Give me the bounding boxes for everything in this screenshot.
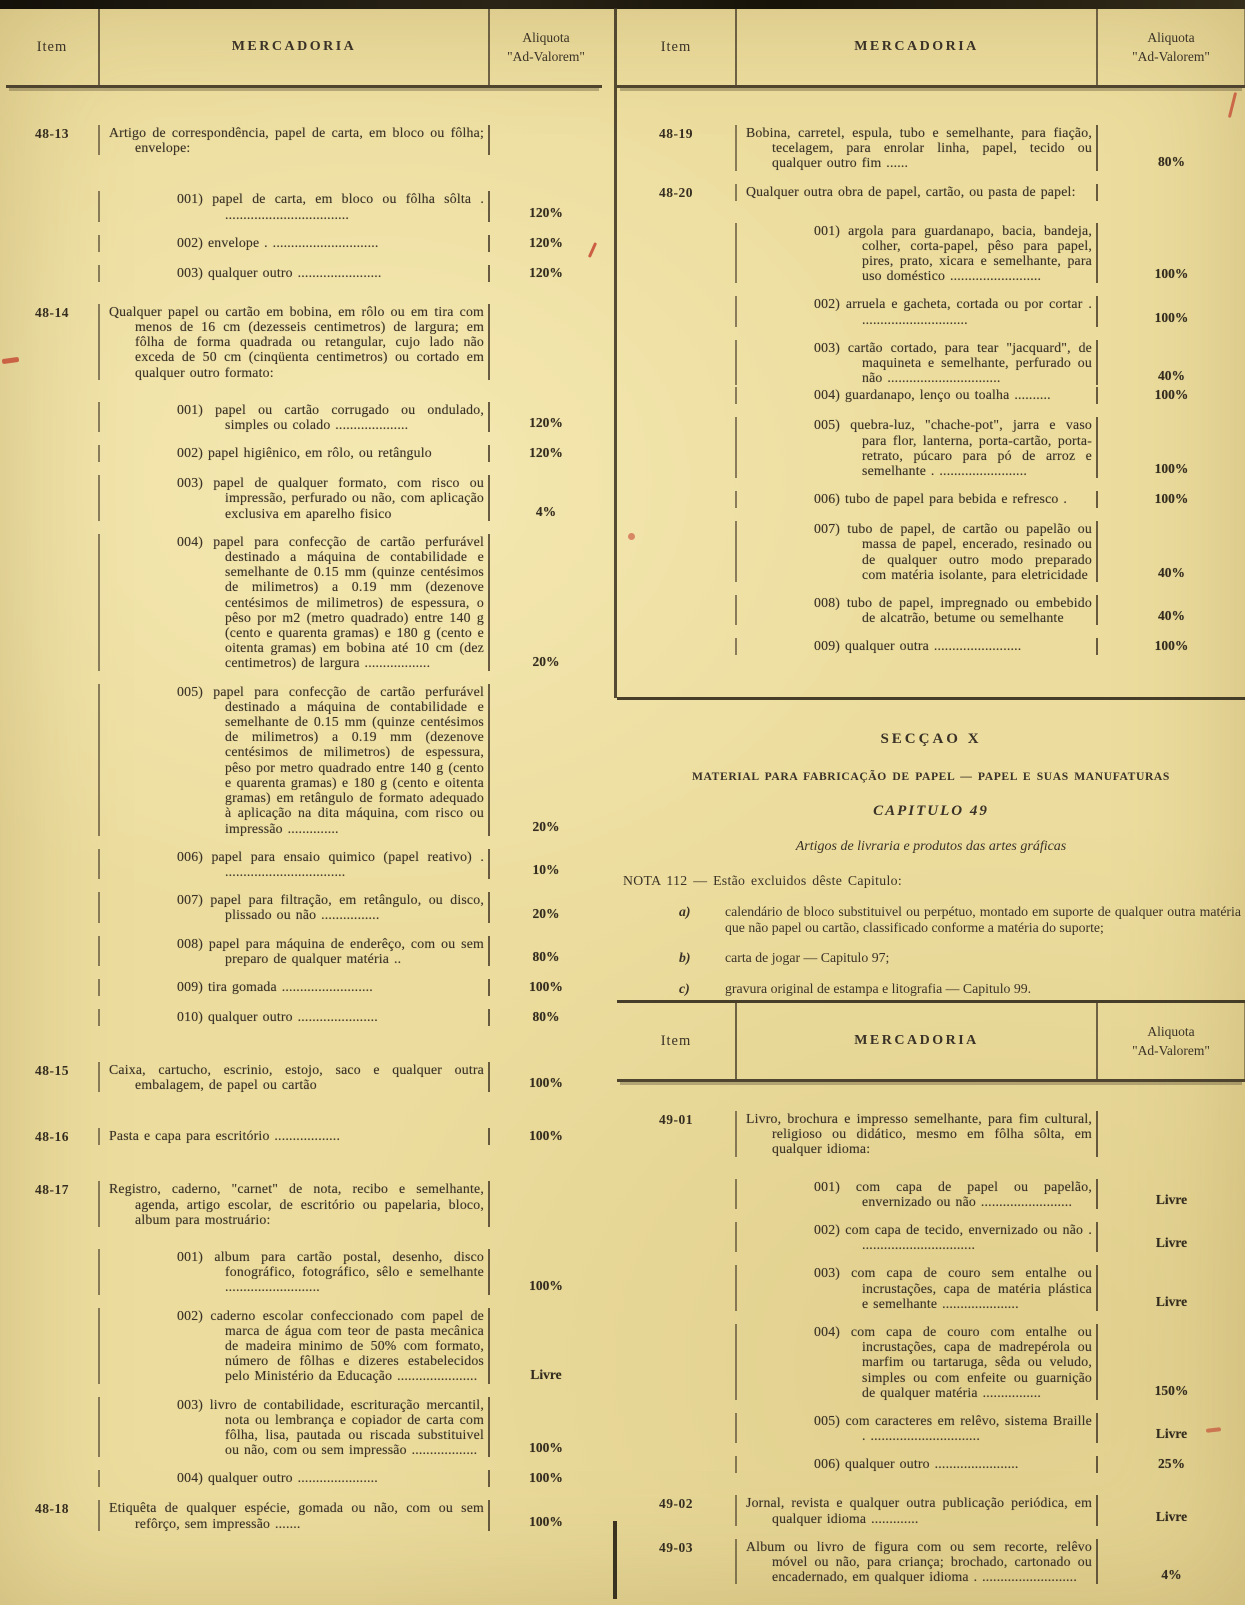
nota-text: NOTA 112 — Estão excluidos dêste Capitulo: (623, 873, 902, 888)
merchandise-text: Etiquêta de qualquer espécie, gomada ou não, com ou sem refôrço, sem impressão ....... (109, 1500, 484, 1531)
merchandise-cell (735, 1111, 1098, 1157)
rate-value: 100% (1154, 461, 1189, 477)
item-code (6, 445, 98, 462)
item-code (6, 849, 98, 879)
nota-item-text: carta de jogar — Capitulo 97; (725, 950, 890, 966)
merchandise-cell (98, 979, 490, 996)
rate-value: 100% (529, 1513, 563, 1529)
merchandise-text: 005) quebra-luz, "chache-pot", jarra e vaso para flor, lanterna, porta-cartão, porta-retrato, púcaro para pó de arroz e semelhante . ........................ (814, 417, 1092, 479)
table-row (617, 1539, 1245, 1585)
merchandise-text: 004) guardanapo, lenço ou toalha .......... (814, 387, 1051, 403)
item-code (617, 595, 735, 625)
left-table-header (6, 9, 602, 88)
table-row (6, 125, 602, 155)
table-row (617, 595, 1245, 625)
column-header-item: Item (660, 38, 692, 55)
merchandise-cell (735, 223, 1098, 284)
column-header-mercadoria: MERCADORIA (735, 9, 1098, 85)
merchandise-cell (735, 1179, 1098, 1209)
merchandise-cell (735, 1495, 1098, 1525)
merchandise-text: 009) tira gomada ......................... (177, 978, 373, 994)
section-title: SECÇAO X (880, 731, 982, 747)
table-row (6, 936, 602, 966)
column-header-item: Item (36, 38, 68, 55)
merchandise-cell (98, 1181, 490, 1227)
merchandise-text: 002) caderno escolar confeccionado com papel de marca de água com teor de pasta mecânica de madeira minimo de 50% com formato, número de fôlhas e dizeres estabelecidos pelo Ministério da Educação ...................... (177, 1307, 484, 1384)
item-code (617, 1179, 735, 1209)
item-code (617, 1222, 735, 1252)
rate-value: 100% (1154, 309, 1189, 325)
item-code (617, 1324, 735, 1400)
table-row (6, 979, 602, 996)
rate-value: 100% (529, 1075, 563, 1091)
merchandise-text: Registro, caderno, "carnet" de nota, recibo e semelhante, agenda, artigo escolar, de escritório ou papelaria, bloco, album para mostruário: (109, 1181, 484, 1227)
item-code (6, 402, 98, 432)
column-header-aliquota (1098, 9, 1245, 85)
table-row (617, 1179, 1245, 1209)
rate-value: 100% (529, 1277, 563, 1293)
merchandise-text: 001) papel ou cartão corrugado ou ondulado, simples ou colado .................... (177, 401, 484, 433)
merchandise-text: 005) com caracteres em relêvo, sistema Braille . .............................. (814, 1413, 1092, 1444)
aliquota-label: Aliquota (1147, 1024, 1195, 1039)
merchandise-cell (98, 191, 490, 221)
rate-value: Livre (1155, 1192, 1188, 1208)
rate-value (1098, 184, 1245, 201)
item-code: 48-13 (35, 126, 69, 141)
merchandise-text: Album ou livro de figura com ou sem recorte, relêvo móvel ou não, para criança; brochado, cartonado ou encadernado, em qualquer idioma . .......................... (746, 1538, 1092, 1585)
merchandise-text: 010) qualquer outro ...................... (177, 1008, 378, 1024)
table-row (6, 849, 602, 879)
merchandise-cell (98, 475, 490, 521)
rate-value (490, 125, 602, 155)
section-block (617, 713, 1245, 996)
item-code (617, 1413, 735, 1443)
table-row (6, 684, 602, 836)
nota-item-label: b) (679, 950, 691, 966)
merchandise-cell (735, 1324, 1098, 1400)
table-row (6, 235, 602, 252)
merchandise-text: 001) papel de carta, em bloco ou fôlha sôlta . .................................. (177, 191, 484, 222)
rate-value: Livre (1155, 1294, 1188, 1310)
merchandise-cell (98, 265, 490, 282)
column-divider-line-bottom (613, 1521, 617, 1599)
merchandise-text: 003) livro de contabilidade, escrituração mercantil, nota ou lembrança e copiador de carta com fôlha, lisa, pautada ou riscada substituivel ou não, com ou sem impressão .................. (177, 1396, 484, 1458)
item-code (6, 191, 98, 221)
merchandise-text: Bobina, carretel, espula, tubo e semelhante, para fiação, tecelagem, para enrolar linha, papel, tecido ou qualquer outro fim ...... (746, 125, 1092, 171)
item-code (617, 1265, 735, 1311)
merchandise-cell (98, 684, 490, 836)
item-code: 48-20 (659, 184, 693, 200)
merchandise-cell (98, 1397, 490, 1458)
merchandise-text: Livro, brochura e impresso semelhante, para fim cultural, religioso ou didático, mesmo em fôlha sôlta, em qualquer idioma: (746, 1111, 1092, 1157)
rate-value: 120% (529, 204, 563, 220)
left-table-body (6, 88, 602, 1531)
merchandise-text: 006) qualquer outro ....................... (814, 1456, 1019, 1472)
merchandise-text: 009) qualquer outra ........................ (814, 638, 1022, 654)
rate-value: 120% (529, 445, 563, 461)
merchandise-text: 001) com capa de papel ou papelão, envernizado ou não ......................... (814, 1178, 1092, 1209)
right-table-top-body (617, 88, 1245, 655)
merchandise-cell (98, 125, 490, 155)
red-pen-mark (628, 533, 635, 540)
aliquota-label: Aliquota (522, 30, 570, 45)
rate-value (1098, 1111, 1245, 1157)
rate-value: 100% (1154, 491, 1189, 507)
right-table-top-header (617, 9, 1245, 88)
rate-value: 80% (532, 1008, 560, 1024)
item-code (617, 296, 735, 326)
item-code (617, 417, 735, 478)
table-row (617, 1222, 1245, 1252)
merchandise-cell (735, 417, 1098, 478)
merchandise-cell (98, 445, 490, 462)
nota-item-text: gravura original de estampa e litografia — Capitulo 99. (725, 980, 1032, 996)
merchandise-text: Caixa, cartucho, escrinio, estojo, saco e qualquer outra embalagem, de papel ou cartão (109, 1061, 484, 1093)
item-code: 48-17 (35, 1182, 69, 1198)
merchandise-text: 002) papel higiênico, em rôlo, ou retângulo (177, 445, 432, 461)
rate-value: 100% (1154, 266, 1189, 282)
column-header-item: Item (660, 1032, 692, 1049)
merchandise-text: 004) com capa de couro com entalhe ou incrustações, capa de madrepérola ou marfim ou tartaruga, sêda ou veludo, simples ou com enfeite ou guarnição de qualquer matéria ................ (814, 1324, 1092, 1400)
item-code (6, 892, 98, 922)
column-header-mercadoria: MERCADORIA (98, 9, 490, 85)
table-row (617, 1495, 1245, 1525)
merchandise-cell (735, 638, 1098, 655)
table-row (6, 1397, 602, 1458)
item-code (6, 684, 98, 836)
table-row (617, 491, 1245, 508)
nota-item-b (617, 950, 1245, 966)
merchandise-text: 007) papel para filtração, em retângulo, ou disco, plissado ou não ................ (177, 892, 484, 923)
left-column (6, 9, 602, 1599)
rate-value: Livre (1155, 1508, 1188, 1524)
merchandise-cell (98, 1249, 490, 1295)
right-table-bottom (617, 1000, 1245, 1584)
nota-item-a (617, 904, 1245, 935)
merchandise-cell (735, 1222, 1098, 1252)
item-code: 48-18 (35, 1501, 69, 1517)
item-code (617, 1456, 735, 1473)
table-row (617, 1324, 1245, 1400)
table-row (6, 892, 602, 922)
rate-value: 100% (1154, 387, 1189, 403)
column-header-aliquota (490, 9, 602, 85)
rate-value: 150% (1154, 1383, 1189, 1399)
merchandise-text: 008) papel para máquina de enderêço, com ou sem preparo de qualquer matéria .. (177, 935, 484, 966)
right-table-top (617, 9, 1245, 655)
merchandise-text: Jornal, revista e qualquer outra publicação periódica, em qualquer idioma ............. (746, 1495, 1092, 1526)
rate-value: 120% (529, 264, 563, 280)
item-code (6, 265, 98, 282)
merchandise-text: 001) argola para guardanapo, bacia, bandeja, colher, corta-papel, pêso para papel, pires, prato, xicara e semelhante, para uso doméstico ......................... (814, 222, 1092, 284)
merchandise-cell (735, 340, 1098, 386)
table-row (6, 475, 602, 521)
merchandise-cell (98, 1308, 490, 1384)
table-row (617, 340, 1245, 386)
right-table-bottom-body (617, 1082, 1245, 1584)
merchandise-cell (735, 1456, 1098, 1473)
item-code (617, 223, 735, 284)
merchandise-cell (735, 184, 1098, 201)
ad-valorem-label: "Ad-Valorem" (507, 49, 585, 64)
ad-valorem-label: "Ad-Valorem" (1132, 49, 1210, 64)
rate-value: 120% (529, 234, 563, 250)
table-row (6, 1500, 602, 1530)
merchandise-cell (98, 402, 490, 432)
table-row (6, 1308, 602, 1384)
table-row (6, 445, 602, 462)
merchandise-text: Artigo de correspondência, papel de carta, em bloco ou fôlha; envelope: (109, 125, 484, 156)
item-code (6, 534, 98, 671)
rate-value: 20% (532, 818, 560, 834)
merchandise-text: 004) qualquer outro ...................... (177, 1470, 378, 1486)
table-row (6, 1249, 602, 1295)
table-row (6, 191, 602, 221)
rate-value: 40% (1158, 608, 1185, 624)
table-row (6, 1181, 602, 1227)
item-code: 48-15 (35, 1062, 69, 1078)
rate-value: 25% (1158, 1456, 1185, 1472)
merchandise-cell (735, 387, 1098, 404)
merchandise-text: 002) com capa de tecido, envernizado ou não . ............................... (814, 1222, 1092, 1253)
merchandise-cell (98, 1470, 490, 1487)
merchandise-text: Qualquer outra obra de papel, cartão, ou pasta de papel: (746, 183, 1076, 199)
rate-value: 80% (532, 948, 560, 964)
item-code (6, 936, 98, 966)
item-code: 49-03 (659, 1539, 693, 1555)
aliquota-label: Aliquota (1147, 30, 1195, 45)
table-row (6, 265, 602, 282)
table-row (6, 304, 602, 380)
ad-valorem-label: "Ad-Valorem" (1132, 1043, 1210, 1058)
merchandise-text: Pasta e capa para escritório .................. (109, 1128, 341, 1144)
merchandise-text: 005) papel para confecção de cartão perfurável destinado a máquina de contabilidade e semelhante de 0.15 mm (quinze centésimos de milimetros) a 0.19 mm (dezenove centésimos de milimetros) de espessura, pêso por metro quadrado entre 140 g (cento e quarenta gramas) e 180 g (cento e oitenta gramas) em retângulo de formato adequado à aplicação na dita máquina, com risco ou impressão .............. (177, 683, 484, 836)
merchandise-cell (98, 235, 490, 252)
nota-item-text: calendário de bloco substituivel ou perpétuo, montado em suporte de qualquer outra matéria que não papel ou cartão, classificado conforme a matéria do suporte; (725, 904, 1241, 935)
rate-value: Livre (1155, 1426, 1188, 1442)
rate-value: 20% (532, 905, 560, 921)
rate-value: 100% (529, 978, 563, 994)
page-top-edge (0, 0, 1245, 9)
nota-item-c (617, 981, 1245, 997)
table-row (617, 184, 1245, 201)
merchandise-cell (98, 304, 490, 380)
rate-value: Livre (1155, 1235, 1188, 1251)
section-divider-rule (617, 697, 1245, 700)
rate-value: 40% (1158, 368, 1185, 384)
item-code: 48-16 (35, 1129, 69, 1145)
item-code (6, 1308, 98, 1384)
item-code: 48-14 (35, 304, 69, 320)
chapter-subtitle: Artigos de livraria e produtos das artes gráficas (795, 839, 1067, 854)
item-code (6, 979, 98, 996)
merchandise-cell (735, 491, 1098, 508)
merchandise-cell (735, 521, 1098, 582)
merchandise-text: 007) tubo de papel, de cartão ou papelão ou massa de papel, encerado, resinado ou de qualquer outro modo preparado com matéria isolante, para eletricidade (814, 521, 1092, 582)
merchandise-cell (98, 534, 490, 671)
table-row (617, 1111, 1245, 1157)
item-code (617, 521, 735, 582)
column-header-aliquota (1098, 1003, 1245, 1079)
merchandise-cell (735, 296, 1098, 326)
table-row (617, 521, 1245, 582)
item-code (6, 1470, 98, 1487)
rate-value: Livre (530, 1366, 562, 1382)
table-row (617, 223, 1245, 284)
item-code (617, 387, 735, 404)
rate-value: 40% (1158, 565, 1185, 581)
table-row (6, 1009, 602, 1026)
merchandise-cell (735, 1413, 1098, 1443)
item-code (6, 1397, 98, 1458)
merchandise-cell (98, 849, 490, 879)
merchandise-cell (98, 1062, 490, 1092)
nota-item-label: c) (679, 980, 690, 996)
merchandise-cell (735, 595, 1098, 625)
rate-value: 100% (529, 1470, 563, 1486)
item-code (617, 491, 735, 508)
right-table-bottom-header (617, 1000, 1245, 1082)
merchandise-cell (98, 892, 490, 922)
item-code: 48-19 (659, 126, 693, 141)
table-row (6, 1470, 602, 1487)
right-column (617, 9, 1245, 1599)
merchandise-cell (735, 1539, 1098, 1585)
merchandise-text: 003) com capa de couro sem entalhe ou incrustações, capa de matéria plástica e semelhante ..................... (814, 1265, 1092, 1311)
table-row (617, 1265, 1245, 1311)
table-row (617, 387, 1245, 404)
merchandise-cell (735, 1265, 1098, 1311)
table-row (617, 125, 1245, 171)
table-row (617, 1456, 1245, 1473)
rate-value (490, 304, 602, 380)
merchandise-text: 006) tubo de papel para bebida e refresco . (814, 491, 1068, 507)
merchandise-cell (98, 1128, 490, 1145)
item-code (617, 638, 735, 655)
table-row (6, 1128, 602, 1145)
rate-value: 4% (1161, 1567, 1182, 1583)
table-row (617, 417, 1245, 478)
merchandise-text: 001) album para cartão postal, desenho, disco fonográfico, fotográfico, sêlo e semelhante .......................... (177, 1248, 484, 1295)
table-row (617, 296, 1245, 326)
nota-item-label: a) (679, 904, 691, 919)
merchandise-text: 002) envelope . ............................. (177, 234, 379, 250)
merchandise-text: 003) cartão cortado, para tear "jacquard", de maquineta e semelhante, perfurado ou não ............................... (814, 339, 1092, 386)
item-code (6, 235, 98, 252)
table-row (6, 402, 602, 432)
rate-value: 100% (1154, 638, 1189, 654)
rate-value: 100% (529, 1440, 563, 1456)
merchandise-text: 003) qualquer outro ....................... (177, 264, 382, 280)
merchandise-text: 006) papel para ensaio quimico (papel reativo) . ................................. (177, 848, 484, 879)
merchandise-text: 002) arruela e gacheta, cortada ou por cortar . ............................. (814, 296, 1092, 327)
table-row (6, 1062, 602, 1092)
rate-value: 120% (529, 415, 563, 431)
rate-value: 4% (535, 503, 557, 519)
table-row (6, 534, 602, 671)
merchandise-text: 008) tubo de papel, impregnado ou embebido de alcatrão, betume ou semelhante (814, 595, 1092, 626)
rate-value: 10% (532, 862, 560, 878)
item-code (6, 1009, 98, 1026)
section-subtitle: MATERIAL PARA FABRICAÇÃO DE PAPEL — PAPEL E SUAS MANUFATURAS (692, 770, 1170, 783)
item-code: 49-01 (659, 1112, 693, 1127)
merchandise-text: 004) papel para confecção de cartão perfurável destinado a máquina de contabilidade e semelhante de 0.15 mm (quinze centésimos de milimetros) a 0.19 mm (dezenove centésimos de milimetros) de espessura, o pêso por m2 (metro quadrado) entre 140 g (cento e quarenta gramas) e 180 g (cento e oitenta gramas) em bobina até 10 cm (dez centimetros) de largura .................. (177, 533, 484, 671)
merchandise-cell (98, 1500, 490, 1530)
rate-value: 80% (1158, 153, 1185, 169)
table-row (617, 638, 1245, 655)
table-row (617, 1413, 1245, 1443)
item-code (6, 1249, 98, 1295)
merchandise-cell (98, 936, 490, 966)
merchandise-cell (98, 1009, 490, 1026)
rate-value: 20% (532, 653, 560, 669)
merchandise-text: Qualquer papel ou cartão em bobina, em rôlo ou em tira com menos de 16 cm (dezesseis centimetros) de largura; em fôlha de forma quadrada ou retangular, cujo lado não exceda de 50 cm (cinqüenta centimetros) ou cortado em qualquer outro formato: (109, 303, 484, 380)
item-code (6, 475, 98, 521)
merchandise-text: 003) papel de qualquer formato, com risco ou impressão, perfurado ou não, com aplicação exclusiva em aparelho fisico (177, 475, 484, 521)
rate-value: 100% (529, 1128, 563, 1144)
item-code: 49-02 (659, 1496, 693, 1512)
item-code (617, 340, 735, 386)
chapter-title: CAPITULO 49 (873, 803, 989, 819)
column-header-mercadoria: MERCADORIA (735, 1003, 1098, 1079)
rate-value (490, 1181, 602, 1227)
merchandise-cell (735, 125, 1098, 171)
